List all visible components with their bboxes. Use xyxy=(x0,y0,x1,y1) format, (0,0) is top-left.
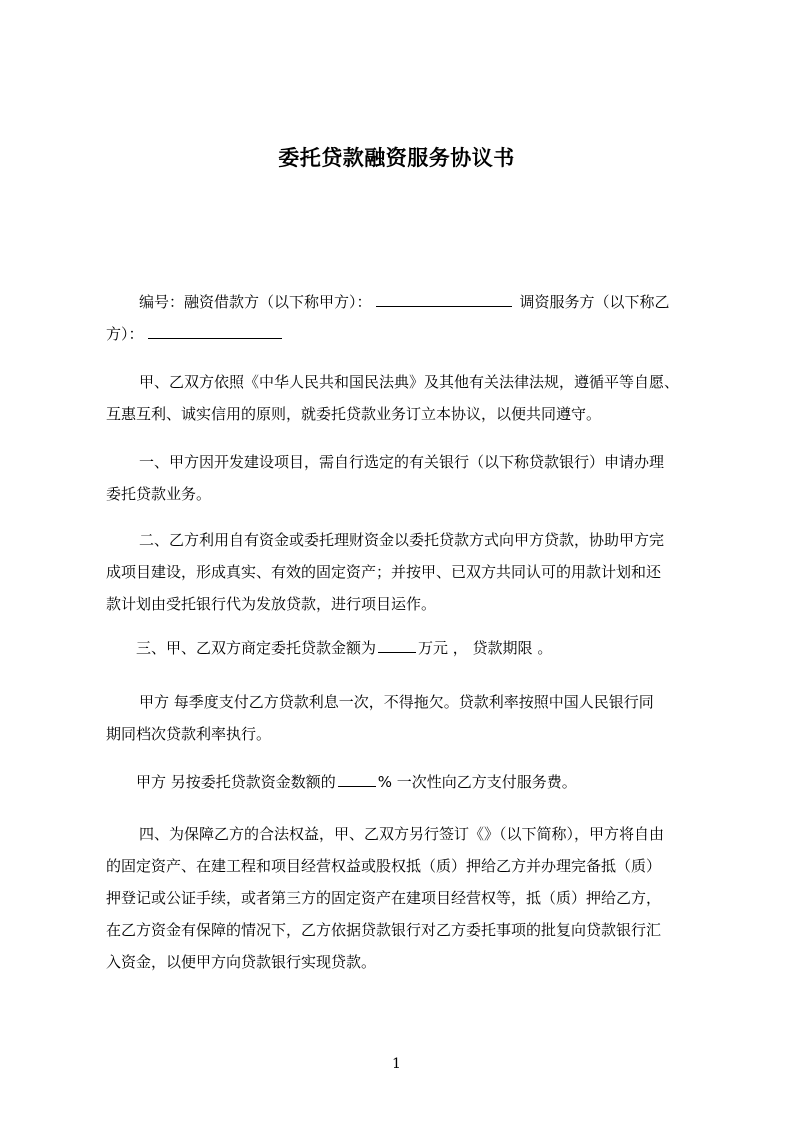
service-party-label: 调资服务方（以下称乙 xyxy=(519,293,670,311)
interest-line-2: 期同档次贷款利率执行。 xyxy=(106,725,272,743)
service-party-label-cont: 方）： xyxy=(106,325,144,343)
clause-four xyxy=(106,818,706,978)
clause-three-line xyxy=(106,632,706,664)
page-number: 1 xyxy=(392,1056,401,1072)
basis-line-1: 甲、乙双方依照《中华人民共和国民法典》及其他有关法律法规，遵循平等自愿、 xyxy=(139,373,680,391)
parties-line-2 xyxy=(106,318,706,350)
clause-two xyxy=(106,524,706,620)
clause-two-line-2: 成项目建设，形成真实、有效的固定资产；并按甲、已双方共同认可的用款计划和还 xyxy=(106,563,662,581)
clause-one-line-1: 一、甲方因开发建设项目，需自行选定的有关银行（以下称贷款银行）申请办理 xyxy=(139,453,665,471)
clause-one-line-2: 委托贷款业务。 xyxy=(106,485,212,503)
clause-four-line-2: 的固定资产、在建工程和项目经营权益或股权抵（质）押给乙方并办理完备抵（质） xyxy=(106,857,662,875)
loan-amount-blank xyxy=(378,636,416,653)
fee-label-end: % 一次性向乙方支付服务费。 xyxy=(377,773,577,791)
loan-term-label: 万元 ， 贷款期限 。 xyxy=(418,639,553,657)
service-party-blank xyxy=(148,322,282,339)
fee-label: 甲方 另按委托贷款资金数额的 xyxy=(136,773,336,791)
parties-line-1 xyxy=(106,286,706,318)
fee-percent-blank xyxy=(338,770,376,787)
loan-amount-label: 三、甲、乙双方商定委托贷款金额为 xyxy=(136,639,377,657)
clause-three xyxy=(106,632,706,664)
basis-paragraph xyxy=(106,366,706,430)
document-title: 委托贷款融资服务协议书 xyxy=(278,146,515,170)
clause-four-line-3: 押登记或公证手续，或者第三方的固定资产在建项目经营权等，抵（质）押给乙方， xyxy=(106,889,662,907)
borrower-blank xyxy=(376,290,512,307)
interest-line-1: 甲方 每季度支付乙方贷款利息一次，不得拖欠。贷款利率按照中国人民银行同 xyxy=(139,693,654,711)
fee-line xyxy=(106,766,706,798)
fee-paragraph xyxy=(106,766,706,798)
clause-one xyxy=(106,446,706,510)
clause-two-line-1: 二、乙方利用自有资金或委托理财资金以委托贷款方式向甲方贷款，协助甲方完 xyxy=(139,531,665,549)
clause-two-line-3: 款计划由受托银行代为发放贷款，进行项目运作。 xyxy=(106,595,437,613)
borrower-label: 编号：融资借款方（以下称甲方）： xyxy=(139,293,372,311)
clause-four-line-5: 入资金，以便甲方向贷款银行实现贷款。 xyxy=(106,953,377,971)
basis-line-2: 互惠互利、诚实信用的原则，就委托贷款业务订立本协议，以便共同遵守。 xyxy=(106,405,602,423)
parties-paragraph xyxy=(106,286,706,350)
interest-paragraph xyxy=(106,686,706,750)
clause-four-line-1: 四、为保障乙方的合法权益，甲、乙双方另行签订《》（以下简称），甲方将自由 xyxy=(139,825,665,843)
clause-four-line-4: 在乙方资金有保障的情况下，乙方依据贷款银行对乙方委托事项的批复向贷款银行汇 xyxy=(106,921,662,939)
